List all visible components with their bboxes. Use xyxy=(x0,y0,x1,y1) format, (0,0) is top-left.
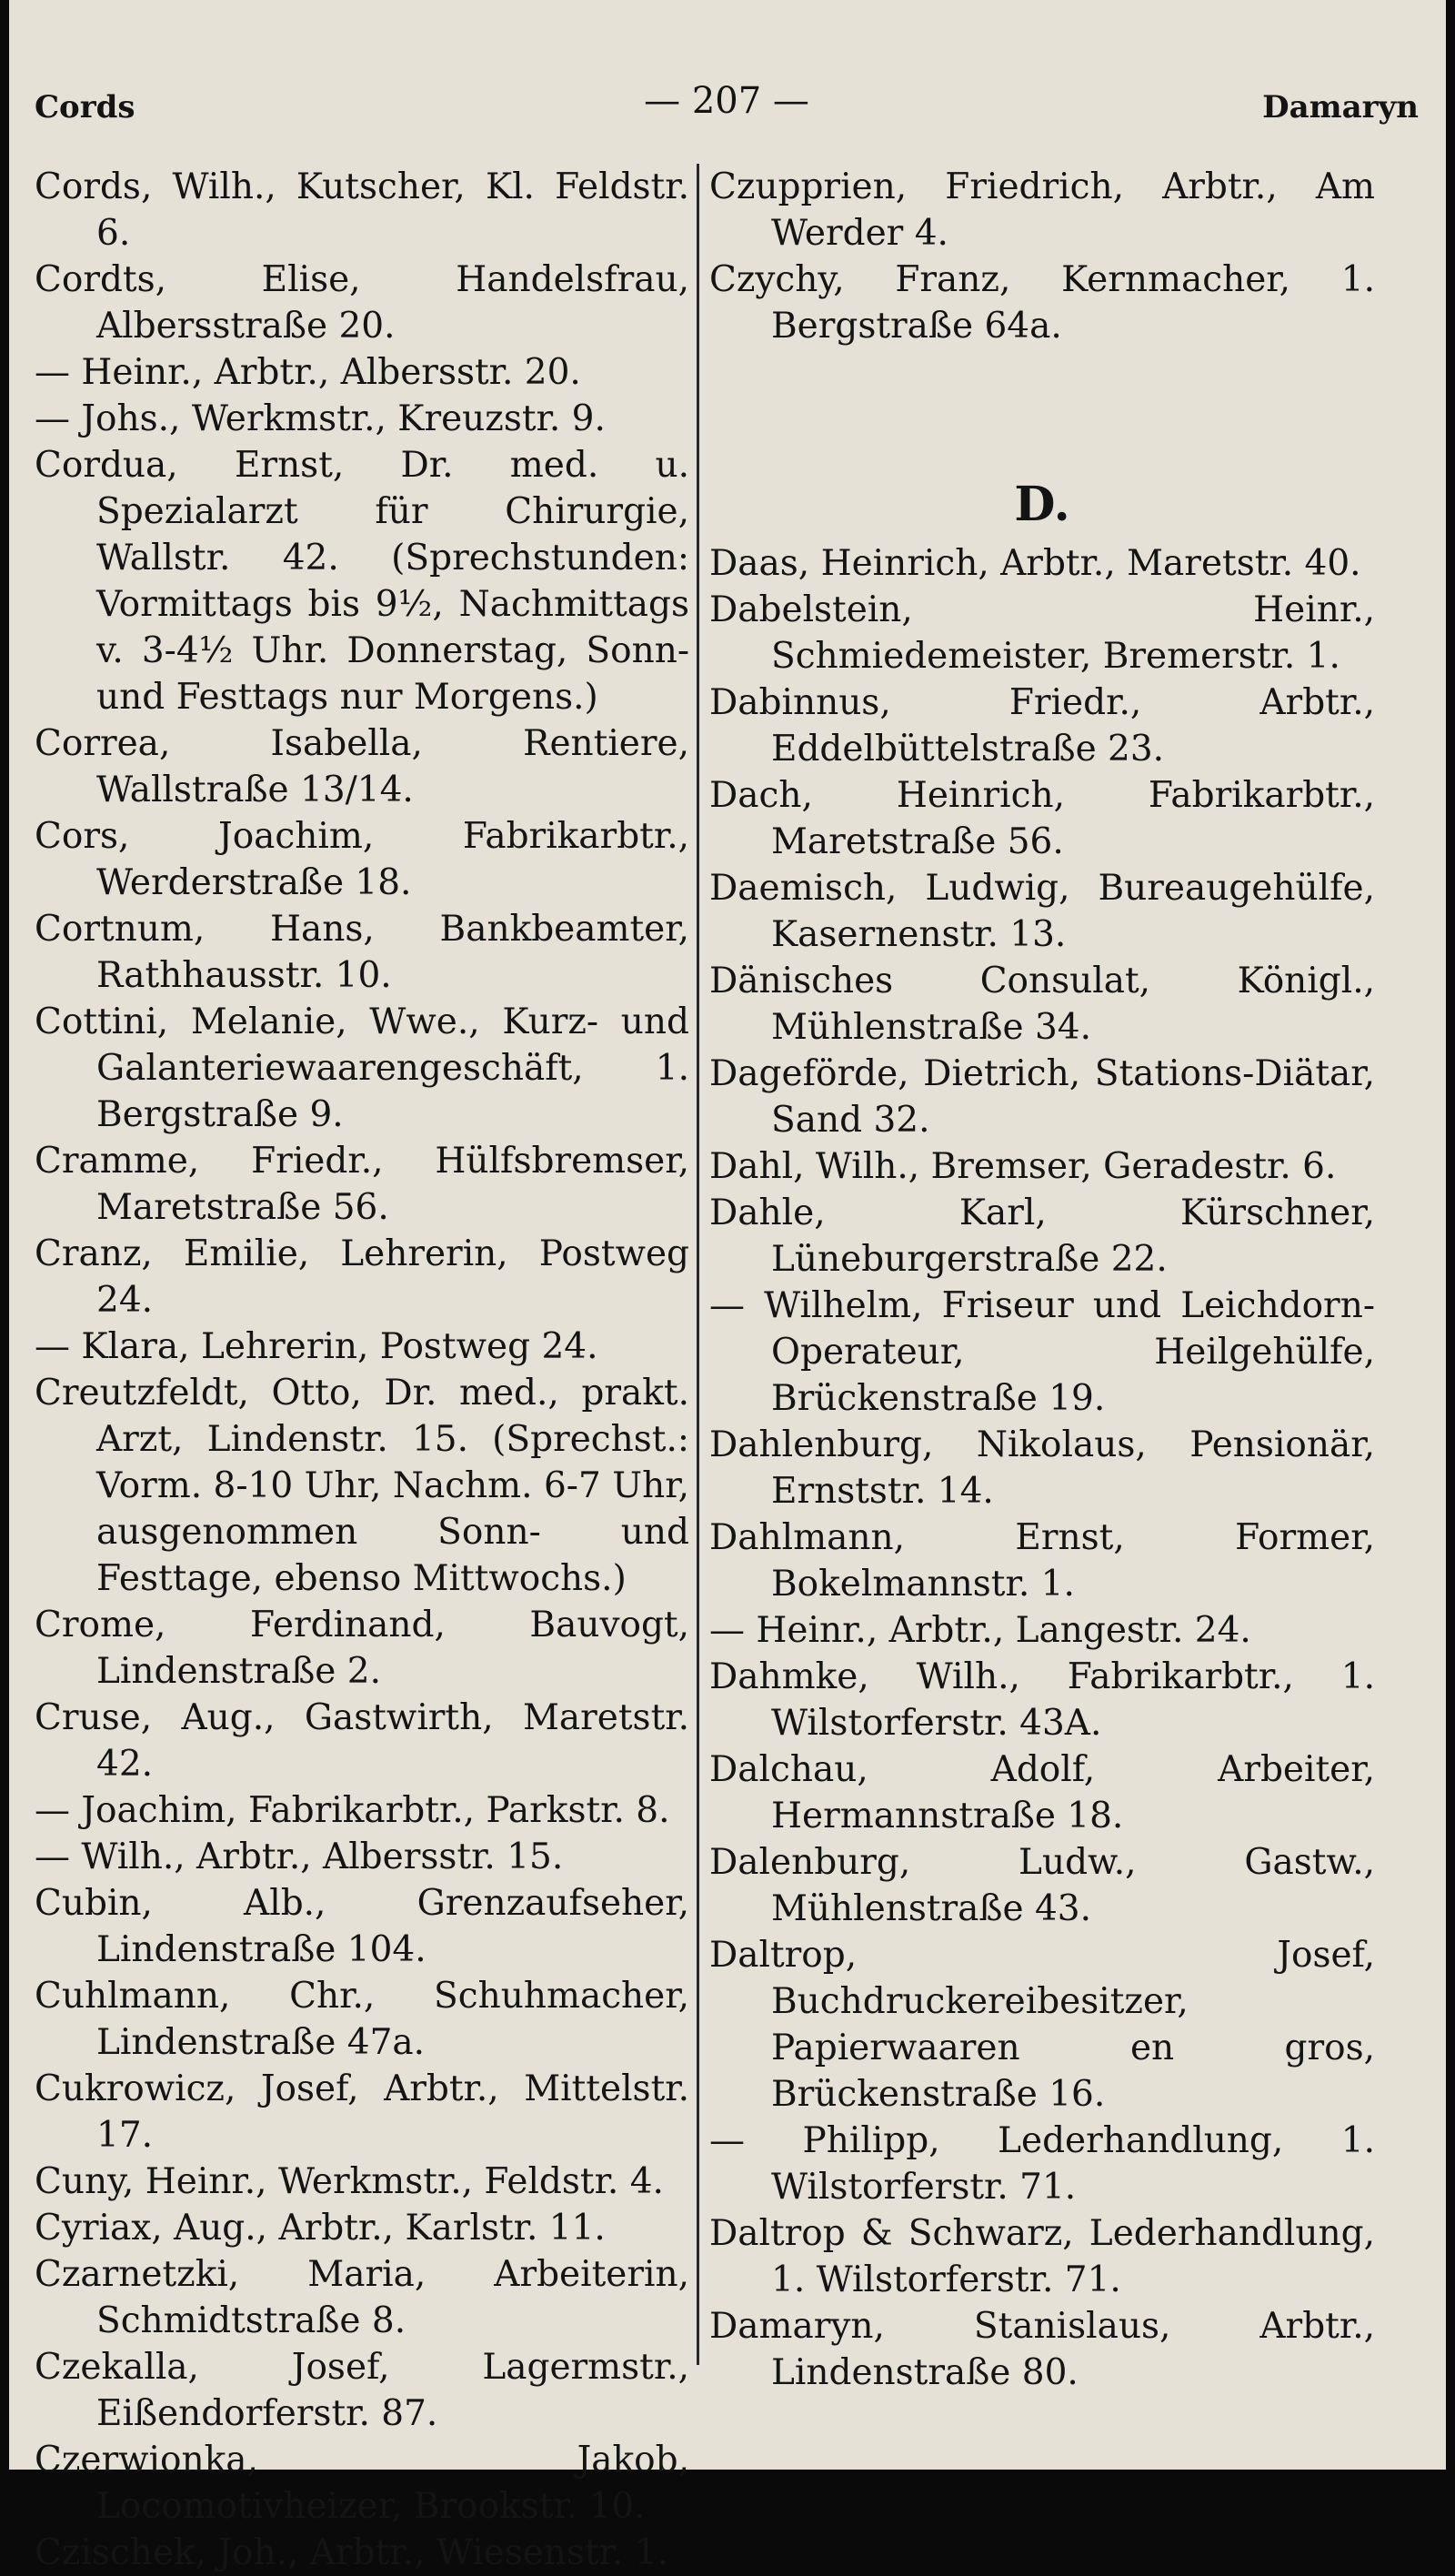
directory-entry: Daltrop & Schwarz, Lederhandlung, 1. Wilstorferstr. 71. xyxy=(709,2213,1375,2300)
directory-entry: Daas, Heinrich, Arbtr., Maretstr. 40. xyxy=(709,543,1361,584)
directory-entry: Daltrop, Josef, Buchdruckereibesitzer, Papierwaaren en gros, Brückenstraße 16. xyxy=(709,1935,1375,2115)
directory-entry: Dahmke, Wilh., Fabrikarbtr., 1. Wilstorferstr. 43A. xyxy=(709,1656,1375,1744)
column-divider xyxy=(697,164,699,2365)
directory-entry: — Heinr., Arbtr., Langestr. 24. xyxy=(709,1610,1251,1651)
directory-entry: Dageförde, Dietrich, Stations-Diätar, Sand 32. xyxy=(709,1053,1375,1141)
directory-entry: Dahlenburg, Nikolaus, Pensionär, Ernststr. 14. xyxy=(709,1424,1375,1512)
page-number: — 207 — xyxy=(644,80,809,122)
directory-entry: Czischek, Joh., Arbtr., Wiesenstr. 1. xyxy=(35,2532,668,2573)
section-gap xyxy=(709,349,1375,437)
directory-entry: Correa, Isabella, Rentiere, Wallstraße 13/14. xyxy=(35,723,689,810)
directory-entry: Czekalla, Josef, Lagermstr., Eißendorferstr. 87. xyxy=(35,2347,689,2434)
directory-entry: Cordua, Ernst, Dr. med. u. Spezialarzt für Chirurgie, Wallstr. 42. (Sprechstunden: Vormittags bis 9½, Nachmittags v. 3-4½ Uhr. Donnerstag, Sonn- und Festtags nur Morgens.) xyxy=(35,445,689,718)
directory-entry: Cubin, Alb., Grenzaufseher, Lindenstraße 104. xyxy=(35,1883,689,1970)
right-column xyxy=(709,164,1375,2396)
directory-entry: Dach, Heinrich, Fabrikarbtr., Maretstraße 56. xyxy=(709,775,1375,862)
directory-entry: Dalenburg, Ludw., Gastw., Mühlenstraße 43. xyxy=(709,1842,1375,1929)
directory-entry: Cruse, Aug., Gastwirth, Maretstr. 42. xyxy=(35,1697,689,1785)
left-column xyxy=(35,164,689,2576)
directory-entry: Cortnum, Hans, Bankbeamter, Rathhausstr. 10. xyxy=(35,909,689,996)
directory-entry: Crome, Ferdinand, Bauvogt, Lindenstraße 2. xyxy=(35,1605,689,1692)
section-heading-d: D. xyxy=(1014,477,1070,532)
directory-entry: — Heinr., Arbtr., Albersstr. 20. xyxy=(35,352,581,393)
directory-entry: Cramme, Friedr., Hülfsbremser, Maretstraße 56. xyxy=(35,1141,689,1228)
directory-entry: — Johs., Werkmstr., Kreuzstr. 9. xyxy=(35,398,606,439)
directory-entry: Cranz, Emilie, Lehrerin, Postweg 24. xyxy=(35,1233,689,1321)
directory-entry: Cordts, Elise, Handelsfrau, Albersstraße 20. xyxy=(35,259,689,347)
page-header xyxy=(35,80,1419,135)
directory-entry: Dahlmann, Ernst, Former, Bokelmannstr. 1. xyxy=(709,1517,1375,1605)
directory-entry: Dahle, Karl, Kürschner, Lüneburgerstraße 22. xyxy=(709,1192,1375,1280)
directory-entry: Cukrowicz, Josef, Arbtr., Mittelstr. 17. xyxy=(35,2068,689,2156)
directory-entry: Dahl, Wilh., Bremser, Geradestr. 6. xyxy=(709,1146,1337,1187)
directory-entry: Cuhlmann, Chr., Schuhmacher, Lindenstraße 47a. xyxy=(35,1976,689,2063)
directory-entry: Cords, Wilh., Kutscher, Kl. Feldstr. 6. xyxy=(35,166,689,254)
directory-entry: Czychy, Franz, Kernmacher, 1. Bergstraße 64a. xyxy=(709,259,1375,347)
directory-entry: Dalchau, Adolf, Arbeiter, Hermannstraße 18. xyxy=(709,1749,1375,1836)
directory-entry: Czerwionka, Jakob, Locomotivheizer, Brookstr. 10. xyxy=(35,2440,689,2527)
directory-entry: — Klara, Lehrerin, Postweg 24. xyxy=(35,1326,598,1367)
directory-entry: — Wilhelm, Friseur und Leichdorn-Operateur, Heilgehülfe, Brückenstraße 19. xyxy=(709,1285,1375,1419)
directory-entry: Creutzfeldt, Otto, Dr. med., prakt. Arzt, Lindenstr. 15. (Sprechst.: Vorm. 8-10 Uhr, Nachm. 6-7 Uhr, ausgenommen Sonn- und Festtage, ebenso Mittwochs.) xyxy=(35,1373,689,1599)
directory-page xyxy=(9,0,1446,2573)
directory-entry: Cottini, Melanie, Wwe., Kurz- und Galanteriewaarengeschäft, 1. Bergstraße 9. xyxy=(35,1001,689,1135)
header-left-catchword: Cords xyxy=(35,89,135,126)
directory-entry: Czupprien, Friedrich, Arbtr., Am Werder 4. xyxy=(709,166,1375,254)
directory-entry: Dänisches Consulat, Königl., Mühlenstraße 34. xyxy=(709,961,1375,1048)
header-right-catchword: Damaryn xyxy=(1262,89,1419,126)
directory-entry: Cors, Joachim, Fabrikarbtr., Werderstraße 18. xyxy=(35,816,689,903)
directory-entry: — Joachim, Fabrikarbtr., Parkstr. 8. xyxy=(35,1790,670,1831)
directory-entry: Dabinnus, Friedr., Arbtr., Eddelbüttelstraße 23. xyxy=(709,682,1375,770)
directory-entry: Damaryn, Stanislaus, Arbtr., Lindenstraße 80. xyxy=(709,2306,1375,2393)
directory-entry: — Wilh., Arbtr., Albersstr. 15. xyxy=(35,1836,564,1877)
directory-entry: Cyriax, Aug., Arbtr., Karlstr. 11. xyxy=(35,2208,606,2249)
directory-entry: Cuny, Heinr., Werkmstr., Feldstr. 4. xyxy=(35,2161,664,2202)
directory-entry: Czarnetzki, Maria, Arbeiterin, Schmidtstraße 8. xyxy=(35,2254,689,2341)
directory-entry: Daemisch, Ludwig, Bureaugehülfe, Kasernenstr. 13. xyxy=(709,868,1375,955)
directory-entry: — Philipp, Lederhandlung, 1. Wilstorferstr. 71. xyxy=(709,2120,1375,2208)
directory-entry: Dabelstein, Heinr., Schmiedemeister, Bremerstr. 1. xyxy=(709,589,1375,677)
